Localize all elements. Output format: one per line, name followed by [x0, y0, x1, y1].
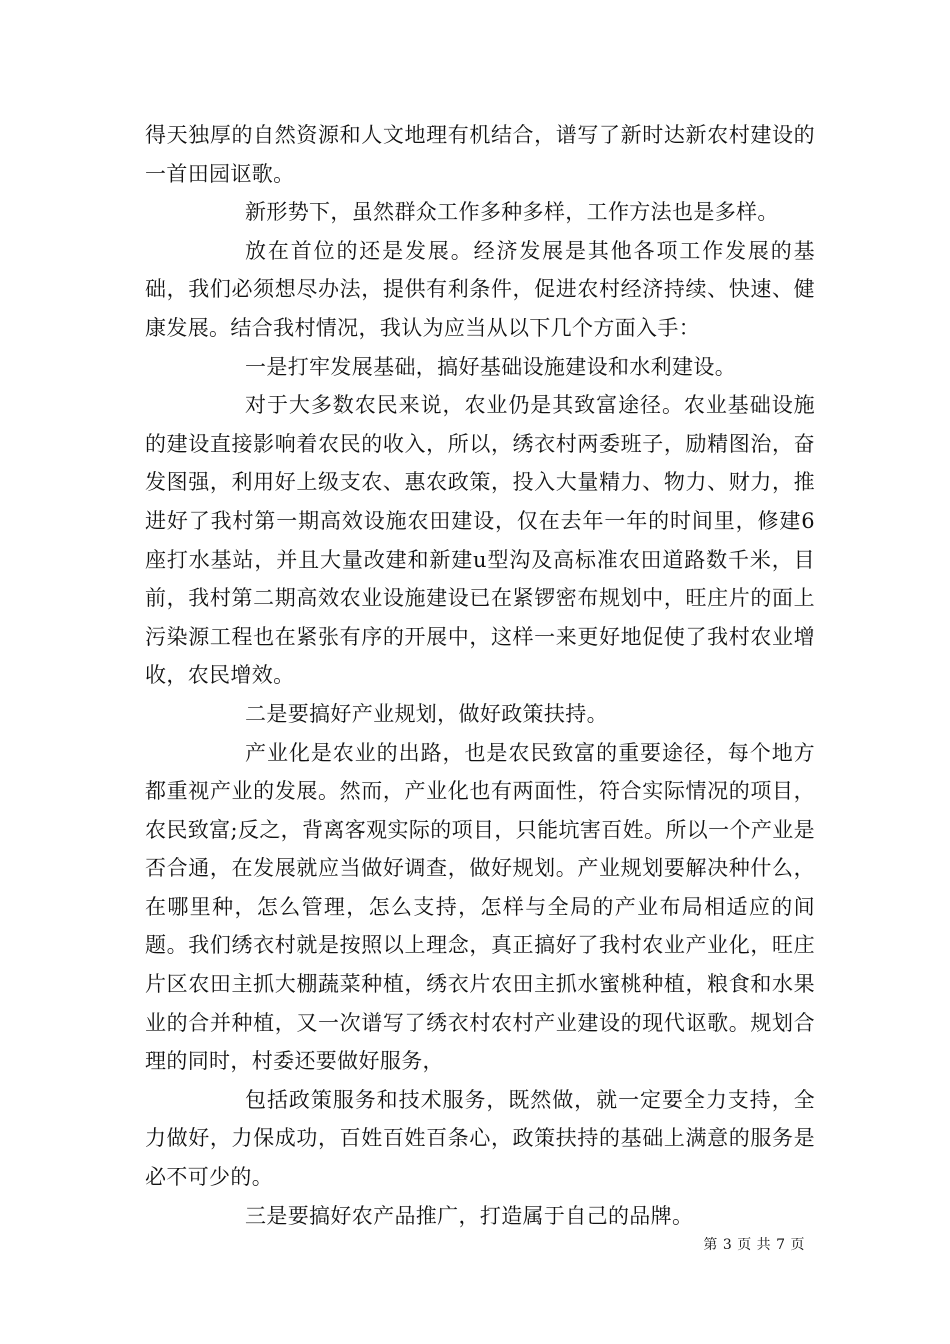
paragraph-8: 包括政策服务和技术服务，既然做，就一定要全力支持，全力做好，力保成功，百姓百姓百条心，政策扶持的基础上满意的服务是必不可少的。 [145, 1087, 815, 1190]
paragraph-2: 新形势下，虽然群众工作多种多样，工作方法也是多样。 [245, 200, 779, 225]
paragraph-6-heading: 二是要搞好产业规划，做好政策扶持。 [245, 701, 608, 726]
page-number-footer: 第 3 页 共 7 页 [703, 1237, 805, 1253]
paragraph-3: 放在首位的还是发展。经济发展是其他各项工作发展的基础，我们必须想尽办法，提供有利条件，促进农村经济持续、快速、健康发展。结合我村情况，我认为应当从以下几个方面入手： [145, 238, 815, 340]
paragraph-5: 对于大多数农民来说，农业仍是其致富途径。农业基础设施的建设直接影响着农民的收入，所以，绣衣村两委班子，励精图治，奋发图强，利用好上级支农、惠农政策，投入大量精力、物力、财力，推进好了我村第一期高效设施农田建设，仅在去年一年的时间里，修建6座打水基站，并且大量改建和新建u型沟及高标准农田道路数千米，目前，我村第二期高效农业设施建设已在紧锣密布规划中，旺庄片的面上污染源工程也在紧张有序的开展中，这样一来更好地促使了我村农业增收，农民增效。 [145, 393, 815, 688]
paragraph-4-heading: 一是打牢发展基础，搞好基础设施建设和水利建设。 [245, 354, 737, 379]
paragraph-9-heading: 三是要搞好农产品推广，打造属于自己的品牌。 [245, 1203, 694, 1228]
paragraph-1: 得天独厚的自然资源和人文地理有机结合，谱写了新时达新农村建设的一首田园讴歌。 [145, 123, 815, 186]
paragraph-7: 产业化是农业的出路，也是农民致富的重要途径，每个地方都重视产业的发展。然而，产业化也有两面性，符合实际情况的项目，农民致富;反之，背离客观实际的项目，只能坑害百姓。所以一个产业是否合通，在发展就应当做好调查，做好规划。产业规划要解决种什么，在哪里种，怎么管理，怎么支持，怎样与全局的产业布局相适应的间题。我们绣衣村就是按照以上理念，真正搞好了我村农业产业化，旺庄片区农田主抓大棚蔬菜种植，绣衣片农田主抓水蜜桃种植，粮食和水果业的合并种植，又一次谱写了绣衣村农村产业建设的现代讴歌。规划合理的同时，村委还要做好服务， [145, 740, 815, 1074]
document-body [145, 116, 815, 1235]
